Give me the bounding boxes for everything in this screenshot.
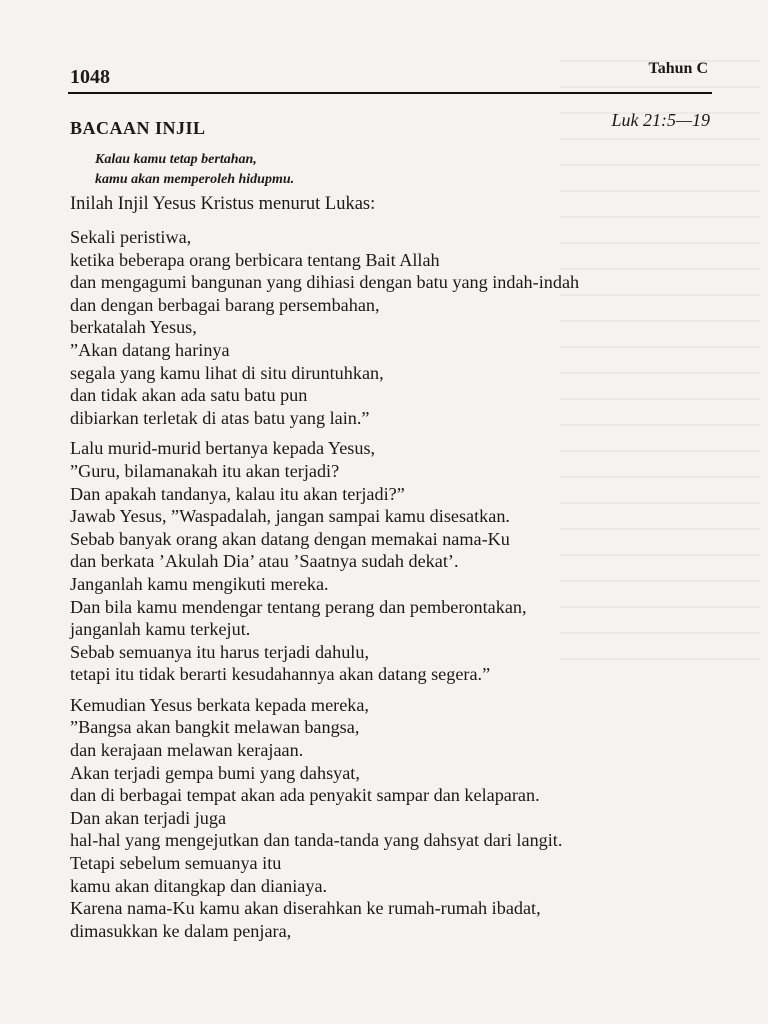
epigraph-line: Kalau kamu tetap bertahan, bbox=[95, 152, 257, 167]
paragraph bbox=[70, 437, 720, 686]
text-line: dibiarkan terletak di atas batu yang lain.” bbox=[70, 407, 370, 428]
epigraph bbox=[95, 150, 294, 190]
text-line: Sekali peristiwa, bbox=[70, 227, 192, 247]
running-head: Tahun C bbox=[648, 60, 708, 77]
text-line: Akan terjadi gempa bumi yang dahsyat, bbox=[70, 762, 360, 783]
text-line: dan mengagumi bangunan yang dihiasi dengan batu yang indah-indah bbox=[70, 272, 580, 293]
text-line: segala yang kamu lihat di situ diruntuhkan, bbox=[70, 362, 384, 383]
text-line: dan berkata ’Akulah Dia’ atau ’Saatnya sudah dekat’. bbox=[70, 551, 459, 572]
text-line: dan dengan berbagai barang persembahan, bbox=[70, 294, 380, 315]
text-line: Sebab semuanya itu harus terjadi dahulu, bbox=[70, 641, 370, 662]
text-line: berkatalah Yesus, bbox=[70, 317, 197, 338]
text-line: ”Guru, bilamanakah itu akan terjadi? bbox=[70, 460, 340, 481]
paragraph bbox=[70, 226, 720, 429]
reading-body bbox=[70, 226, 720, 942]
text-line: Janganlah kamu mengikuti mereka. bbox=[70, 573, 329, 594]
page-number: 1048 bbox=[70, 66, 110, 88]
text-line: tetapi itu tidak berarti kesudahannya akan datang segera.” bbox=[70, 664, 491, 685]
text-line: ”Akan datang harinya bbox=[70, 339, 230, 360]
reading-intro: Inilah Injil Yesus Kristus menurut Lukas: bbox=[70, 194, 376, 214]
text-line: Dan akan terjadi juga bbox=[70, 807, 227, 828]
paragraph-gap bbox=[70, 429, 720, 437]
text-line: dan di berbagai tempat akan ada penyakit sampar dan kelaparan. bbox=[70, 785, 540, 806]
text-line: Dan apakah tandanya, kalau itu akan terjadi?” bbox=[70, 483, 405, 504]
text-line: Tetapi sebelum semuanya itu bbox=[70, 853, 282, 874]
text-line: kamu akan ditangkap dan dianiaya. bbox=[70, 875, 328, 896]
text-line: hal-hal yang mengejutkan dan tanda-tanda yang dahsyat dari langit. bbox=[70, 830, 563, 851]
text-line: dan tidak akan ada satu batu pun bbox=[70, 385, 308, 406]
header-rule bbox=[68, 92, 712, 94]
text-line: janganlah kamu terkejut. bbox=[70, 619, 251, 640]
scripture-reference: Luk 21:5—19 bbox=[611, 110, 710, 130]
paragraph bbox=[70, 694, 720, 943]
text-line: Lalu murid-murid bertanya kepada Yesus, bbox=[70, 438, 376, 459]
text-line: Sebab banyak orang akan datang dengan memakai nama-Ku bbox=[70, 528, 510, 549]
text-line: ”Bangsa akan bangkit melawan bangsa, bbox=[70, 717, 360, 738]
epigraph-line: kamu akan memperoleh hidupmu. bbox=[95, 172, 295, 187]
text-line: ketika beberapa orang berbicara tentang Bait Allah bbox=[70, 249, 440, 270]
text-line: dimasukkan ke dalam penjara, bbox=[70, 920, 292, 941]
text-line: dan kerajaan melawan kerajaan. bbox=[70, 740, 304, 761]
paragraph-gap bbox=[70, 686, 720, 694]
text-line: Karena nama-Ku kamu akan diserahkan ke rumah-rumah ibadat, bbox=[70, 898, 541, 919]
text-line: Kemudian Yesus berkata kepada mereka, bbox=[70, 694, 369, 715]
text-line: Dan bila kamu mendengar tentang perang dan pemberontakan, bbox=[70, 596, 527, 617]
text-line: Jawab Yesus, ”Waspadalah, jangan sampai kamu disesatkan. bbox=[70, 506, 510, 527]
section-title: BACAAN INJIL bbox=[70, 118, 206, 138]
